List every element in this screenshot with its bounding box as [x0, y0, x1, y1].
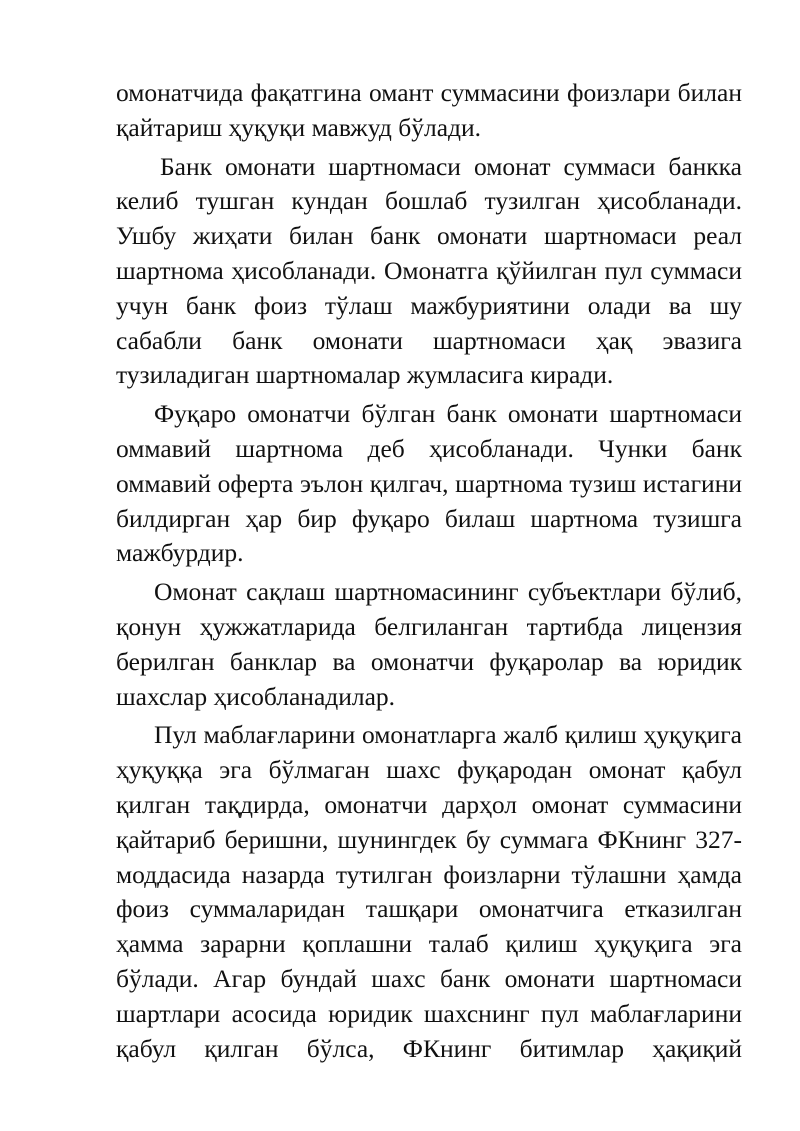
paragraph-3: Фуқаро омонатчи бўлган банк омонати шартномаси оммавий шартнома деб ҳисобланади. Чунки банк оммавий оферта эълон қилгач, шартнома тузиш истагини билдирган ҳар бир фуқаро билаш шартнома тузишга мажбурдир. [116, 399, 742, 568]
paragraph-1: омонатчида фақатгина омант суммасини фоизлари билан қайтариш ҳуқуқи мавжуд бўлади. [116, 78, 742, 142]
document-page [116, 76, 742, 1070]
paragraph-2: Банк омонати шартномаси омонат суммаси банкка келиб тушган кундан бошлаб тузилган ҳисобланади. Ушбу жиҳати билан банк омонати шартномаси реал шартнома ҳисобланади. Омонатга қўйилган пул суммаси учун банк фоиз тўлаш мажбуриятини олади ва шу сабабли банк омонати шартномаси ҳақ эвазига тузиладиган шартномалар жумласига киради. [116, 151, 742, 390]
paragraph-4: Омонат сақлаш шартномасининг субъектлари бўлиб, қонун ҳужжатларида белгиланган тартибда лицензия берилган банклар ва омонатчи фуқаролар ва юридик шахслар ҳисобланадилар. [116, 577, 742, 711]
paragraph-5: Пул маблағларини омонатларга жалб қилиш ҳуқуқига ҳуқуққа эга бўлмаган шахс фуқародан омонат қабул қилган тақдирда, омонатчи дарҳол омонат суммасини қайтариб беришни, шунингдек бу суммага ФКнинг 327-моддасида назарда тутилган фоизларни тўлашни ҳамда фоиз суммаларидан ташқари омонатчига етказилган ҳамма зарарни қоплашни талаб қилиш ҳуқуқига эга бўлади. Агар бундай шахс банк омонати шартномаси шартлари асосида юридик шахснинг пул маблағларини қабул қилган бўлса, ФКнинг битимлар ҳақиқий [116, 720, 742, 1063]
